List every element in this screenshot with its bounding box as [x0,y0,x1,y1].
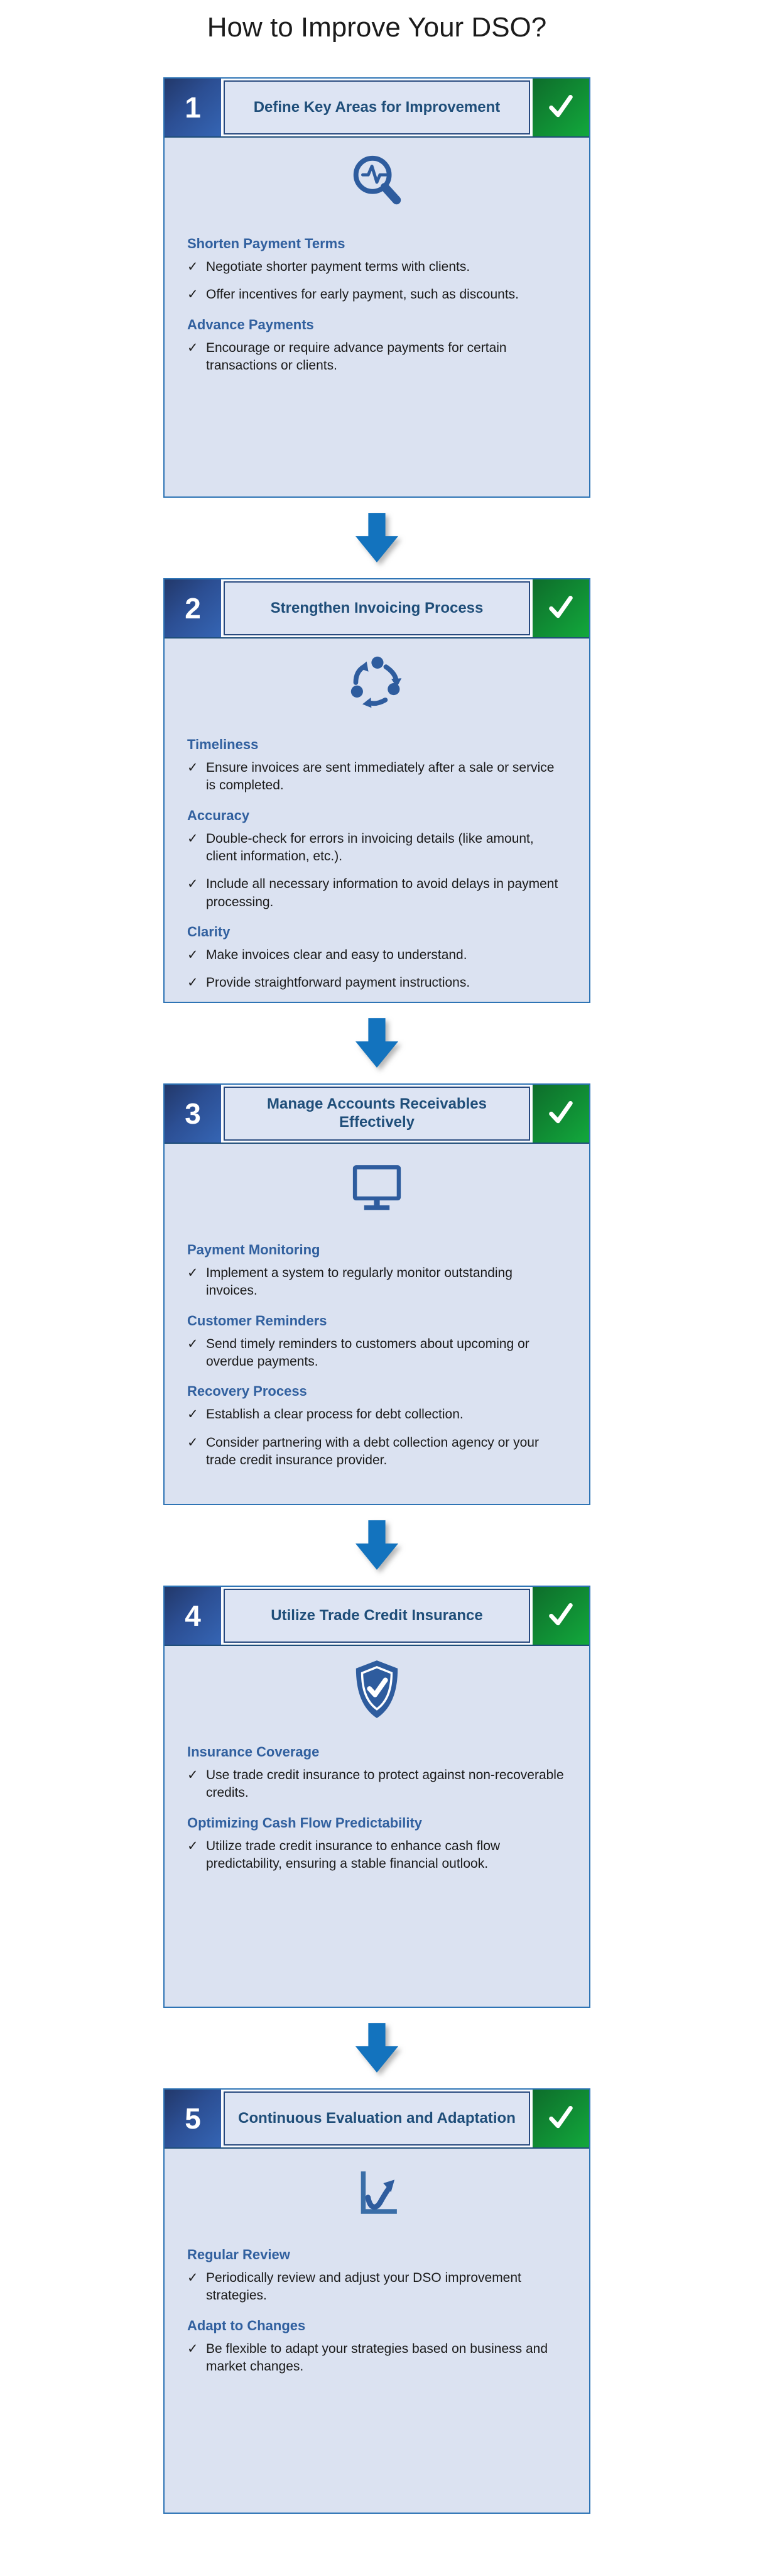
bullet-item [187,2340,567,2376]
step-title-cell [224,581,530,635]
section-bullets [187,830,567,911]
bullet-item [187,946,567,964]
section-heading: Shorten Payment Terms [187,236,345,251]
step-sections [187,1744,567,1873]
step-icon-wrap [187,138,567,223]
bullet-text: Make invoices clear and easy to understand. [206,948,467,963]
step-section [187,236,567,304]
step-title-cell [224,1087,530,1141]
section-bullets [187,2340,567,2376]
step-status-badge [533,1085,589,1143]
bullet-text: Consider partnering with a debt collection agency or your trade credit insurance provider. [206,1435,539,1468]
bullet-item [187,1264,567,1300]
check-icon [546,594,575,623]
step-sections [187,236,567,375]
check-bullet-icon: ✓ [187,948,198,963]
step-number-badge [165,1587,221,1645]
section-heading: Adapt to Changes [187,2317,306,2333]
check-icon [546,1099,575,1129]
section-heading: Advance Payments [187,316,314,332]
bullet-item [187,1406,567,1423]
bullet-text: Ensure invoices are sent immediately after a sale or service is completed. [206,760,555,793]
bullet-item [187,1434,567,1470]
step-status-badge [533,2090,589,2147]
section-heading: Payment Monitoring [187,1242,320,1258]
bullet-text: Offer incentives for early payment, such as discounts. [206,287,519,302]
growth-chart-icon [349,2164,405,2224]
bullet-text: Include all necessary information to avoid delays in payment processing. [206,877,558,909]
check-bullet-icon: ✓ [187,2271,198,2285]
check-bullet-icon: ✓ [187,831,198,846]
step-card [163,578,590,1003]
step-card-header [165,579,589,639]
check-bullet-icon: ✓ [187,1838,198,1853]
section-heading: Clarity [187,924,231,940]
step-section [187,317,567,375]
check-icon [546,2104,575,2134]
shield-check-icon [351,1659,403,1724]
down-arrow-icon [355,2023,399,2073]
check-bullet-icon: ✓ [187,1435,198,1450]
step-card [163,1083,590,1505]
step-card-body [165,1646,589,1873]
bullet-text: Periodically review and adjust your DSO improvement strategies. [206,2271,521,2303]
step-title: Continuous Evaluation and Adaptation [238,2109,516,2127]
step-section [187,808,567,911]
bullet-item [187,759,567,795]
section-bullets [187,946,567,992]
bullet-item [187,1335,567,1371]
bullet-item [187,1838,567,1873]
step-card-body [165,639,589,992]
step-section [187,924,567,992]
step-title-cell [224,2091,530,2146]
page-title: How to Improve Your DSO? [207,12,547,43]
step-number: 5 [185,2102,201,2135]
check-icon [546,93,575,123]
step-number: 4 [185,1599,201,1632]
step-icon-wrap [187,1144,567,1229]
section-heading: Regular Review [187,2247,290,2262]
check-bullet-icon: ✓ [187,260,198,274]
step-card-body [165,138,589,375]
section-heading: Accuracy [187,807,250,823]
step-title: Utilize Trade Credit Insurance [271,1606,483,1624]
step-number: 3 [185,1097,201,1130]
step-card [163,77,590,498]
section-heading: Recovery Process [187,1383,307,1400]
bullet-text: Double-check for errors in invoicing details (like amount, client information, etc.). [206,831,534,864]
bullet-item [187,1767,567,1802]
step-card-body [165,2149,589,2376]
step-number-badge [165,579,221,637]
step-number-badge [165,1085,221,1143]
check-icon [546,1601,575,1631]
section-bullets [187,2269,567,2305]
step-status-badge [533,79,589,136]
bullet-text: Be flexible to adapt your strategies based on business and market changes. [206,2341,548,2374]
section-heading: Timeliness [187,737,259,752]
bullet-item [187,286,567,304]
step-title: Manage Accounts Receivables Effectively [267,1095,487,1131]
bullet-text: Implement a system to regularly monitor outstanding invoices. [206,1266,513,1298]
down-arrow-icon [355,513,399,563]
section-bullets [187,258,567,304]
step-card-header [165,79,589,138]
step-card-header [165,2090,589,2149]
section-bullets [187,339,567,375]
step-status-badge [533,579,589,637]
bullet-item [187,830,567,866]
check-bullet-icon: ✓ [187,340,198,355]
step-status-badge [533,1587,589,1645]
step-section [187,1313,567,1371]
bullet-item [187,339,567,375]
step-title-cell [224,1589,530,1643]
down-arrow-icon [355,1520,399,1570]
check-bullet-icon: ✓ [187,877,198,892]
step-number: 2 [185,592,201,625]
section-heading: Insurance Coverage [187,1744,320,1760]
step-connector [163,2008,590,2088]
bullet-item [187,258,567,276]
step-sections [187,737,567,992]
step-connector [163,1505,590,1586]
section-bullets [187,1264,567,1300]
check-bullet-icon: ✓ [187,2341,198,2356]
cycle-icon [348,654,406,715]
step-connector [163,498,590,578]
bullet-text: Send timely reminders to customers about upcoming or overdue payments. [206,1336,529,1369]
bullet-item [187,2269,567,2305]
steps-stack [163,77,590,2514]
bullet-text: Encourage or require advance payments for certain transactions or clients. [206,340,507,373]
bullet-text: Utilize trade credit insurance to enhance cash flow predictability, ensuring a stable financial outlook. [206,1838,501,1872]
step-section [187,1744,567,1802]
bullet-item [187,875,567,911]
search-pulse-icon [347,152,406,214]
step-section [187,2318,567,2376]
step-icon-wrap [187,2149,567,2234]
check-bullet-icon: ✓ [187,1266,198,1280]
bullet-item [187,974,567,992]
step-card [163,2088,590,2514]
step-section [187,1383,567,1469]
step-section [187,1242,567,1300]
step-number-badge [165,79,221,136]
bullet-text: Use trade credit insurance to protect against non-recoverable credits. [206,1768,564,1800]
section-bullets [187,759,567,795]
monitor-icon [348,1163,406,1215]
section-bullets [187,1838,567,1873]
check-bullet-icon: ✓ [187,1407,198,1422]
section-heading: Optimizing Cash Flow Predictability [187,1814,423,1831]
step-icon-wrap [187,639,567,724]
section-bullets [187,1767,567,1802]
section-heading: Customer Reminders [187,1312,327,1329]
step-number: 1 [185,91,201,124]
step-title-cell [224,80,530,134]
step-card-header [165,1085,589,1144]
check-bullet-icon: ✓ [187,287,198,302]
step-title: Define Key Areas for Improvement [253,98,501,116]
check-bullet-icon: ✓ [187,1336,198,1351]
step-card-header [165,1587,589,1646]
check-bullet-icon: ✓ [187,975,198,990]
step-section [187,1815,567,1873]
bullet-text: Provide straightforward payment instructions. [206,975,470,990]
bullet-text: Establish a clear process for debt collection. [206,1407,464,1422]
step-icon-wrap [187,1646,567,1731]
step-section [187,2247,567,2305]
step-section [187,737,567,795]
step-title: Strengthen Invoicing Process [270,599,484,617]
check-bullet-icon: ✓ [187,1768,198,1782]
section-bullets [187,1406,567,1469]
step-connector [163,1003,590,1083]
step-card [163,1586,590,2008]
section-bullets [187,1335,567,1371]
down-arrow-icon [355,1018,399,1068]
step-number-badge [165,2090,221,2147]
step-sections [187,2247,567,2376]
check-bullet-icon: ✓ [187,760,198,775]
bullet-text: Negotiate shorter payment terms with clients. [206,260,470,274]
step-card-body [165,1144,589,1469]
step-sections [187,1242,567,1469]
